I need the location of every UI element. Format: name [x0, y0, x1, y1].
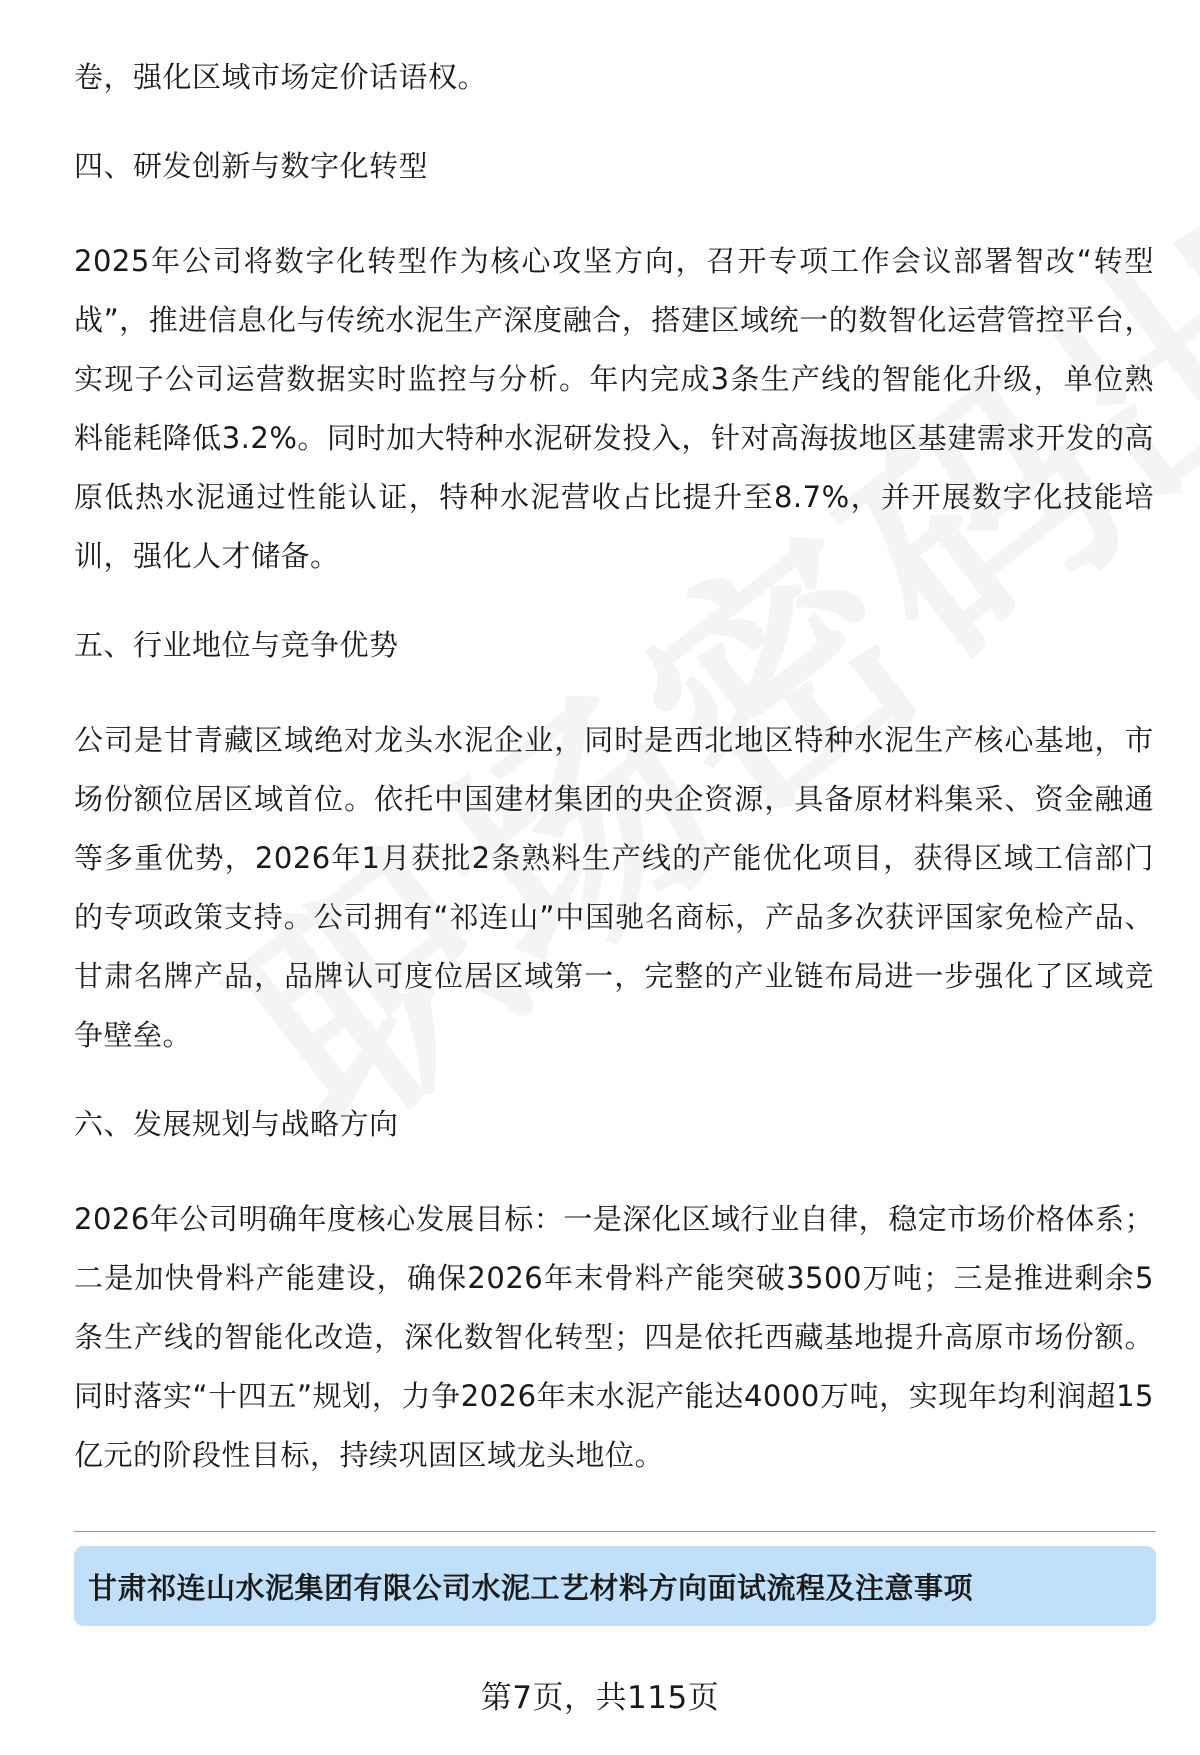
paragraph-development-plan: 2026年公司明确年度核心发展目标：一是深化区域行业自律，稳定市场价格体系；二是加快骨料产能建设，确保2026年末骨料产能突破3500万吨；三是推进剩余5条生产线的智能化改造，深化数智化转型；四是依托西藏基地提升高原市场份额。同时落实“十四五”规划，力争2026年末水泥产能达4000万吨，实现年均利润超15亿元的阶段性目标，持续巩固区域龙头地位。: [74, 1202, 1154, 1472]
page-indicator: 第7页，共115页: [480, 1680, 720, 1716]
banner-title: 甘肃祁连山水泥集团有限公司水泥工艺材料方向面试流程及注意事项: [88, 1570, 974, 1605]
document-body: [74, 48, 1154, 1485]
next-section-banner: [74, 1546, 1156, 1626]
paragraph-rd-digital: 2025年公司将数字化转型作为核心攻坚方向，召开专项工作会议部署智改“转型战”，推进信息化与传统水泥生产深度融合，搭建区域统一的数智化运营管控平台，实现子公司运营数据实时监控与分析。年内完成3条生产线的智能化升级，单位熟料能耗降低3.2%。同时加大特种水泥研发投入，针对高海拔地区基建需求开发的高原低热水泥通过性能认证，特种水泥营收占比提升至8.7%，并开展数字化技能培训，强化人才储备。: [74, 244, 1154, 573]
paragraph-continuation: 卷，强化区域市场定价话语权。: [74, 60, 488, 94]
paragraph-industry-position: 公司是甘青藏区域绝对龙头水泥企业，同时是西北地区特种水泥生产核心基地，市场份额位居区域首位。依托中国建材集团的央企资源，具备原材料集采、资金融通等多重优势，2026年1月获批2条熟料生产线的产能优化项目，获得区域工信部门的专项政策支持。公司拥有“祁连山”中国驰名商标，产品多次获评国家免检产品、甘肃名牌产品，品牌认可度位居区域第一，完整的产业链布局进一步强化了区域竞争壁垒。: [74, 723, 1154, 1052]
section-heading-industry-position: 五、行业地位与竞争优势: [74, 628, 399, 662]
section-divider: [74, 1531, 1156, 1532]
section-heading-rd-digital: 四、研发创新与数字化转型: [74, 149, 429, 183]
section-heading-development-plan: 六、发展规划与战略方向: [74, 1107, 399, 1141]
